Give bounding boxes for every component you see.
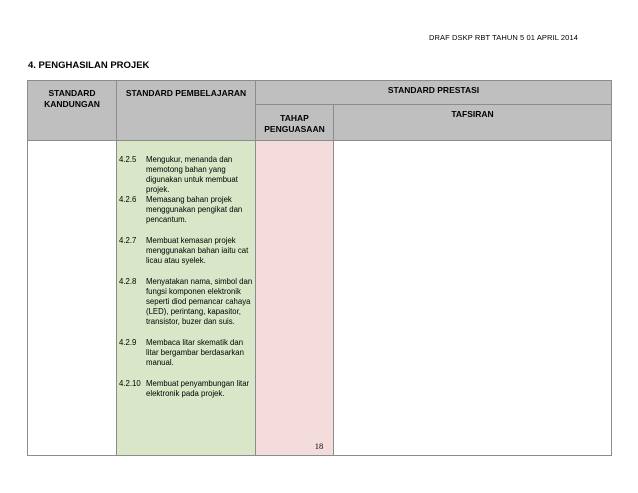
header-standard-pembelajaran: STANDARD PEMBELAJARAN: [117, 81, 256, 141]
draft-note: DRAF DSKP RBT TAHUN 5 01 APRIL 2014: [429, 33, 578, 42]
list-item: 4.2.6 Memasang bahan projek menggunakan pengikat dan pencantum.: [119, 195, 243, 224]
cell-tafsiran: [334, 141, 612, 456]
list-item: 4.2.9 Membaca litar skematik dan litar bergambar berdasarkan manual.: [119, 338, 244, 367]
list-item: 4.2.10 Membuat penyambungan litar elektronik pada projek.: [119, 379, 250, 398]
header-tafsiran: TAFSIRAN: [334, 105, 612, 141]
section-title: 4. PENGHASILAN PROJEK: [28, 60, 150, 71]
header-tahap-penguasaan: TAHAP PENGUASAAN: [256, 105, 334, 141]
list-item: 4.2.8 Menyatakan nama, simbol dan fungsi komponen elektronik seperti diod pemancar cahaya (LED), perintang, kapasitor, transistor, buzer dan suis.: [119, 277, 253, 326]
header-standard-prestasi: STANDARD PRESTASI: [256, 81, 612, 105]
cell-tahap-penguasaan: [256, 141, 334, 456]
page-number: 18: [314, 441, 324, 451]
cell-standard-kandungan: [28, 141, 117, 456]
cell-standard-pembelajaran: [117, 141, 256, 456]
header-standard-kandungan: STANDARD KANDUNGAN: [28, 81, 117, 141]
list-item: 4.2.7 Membuat kemasan projek menggunakan bahan iaitu cat licau atau syelek.: [119, 236, 249, 265]
list-item: 4.2.5 Mengukur, menanda dan memotong bahan yang digunakan untuk membuat projek.: [119, 155, 238, 194]
standards-table: [27, 80, 612, 456]
